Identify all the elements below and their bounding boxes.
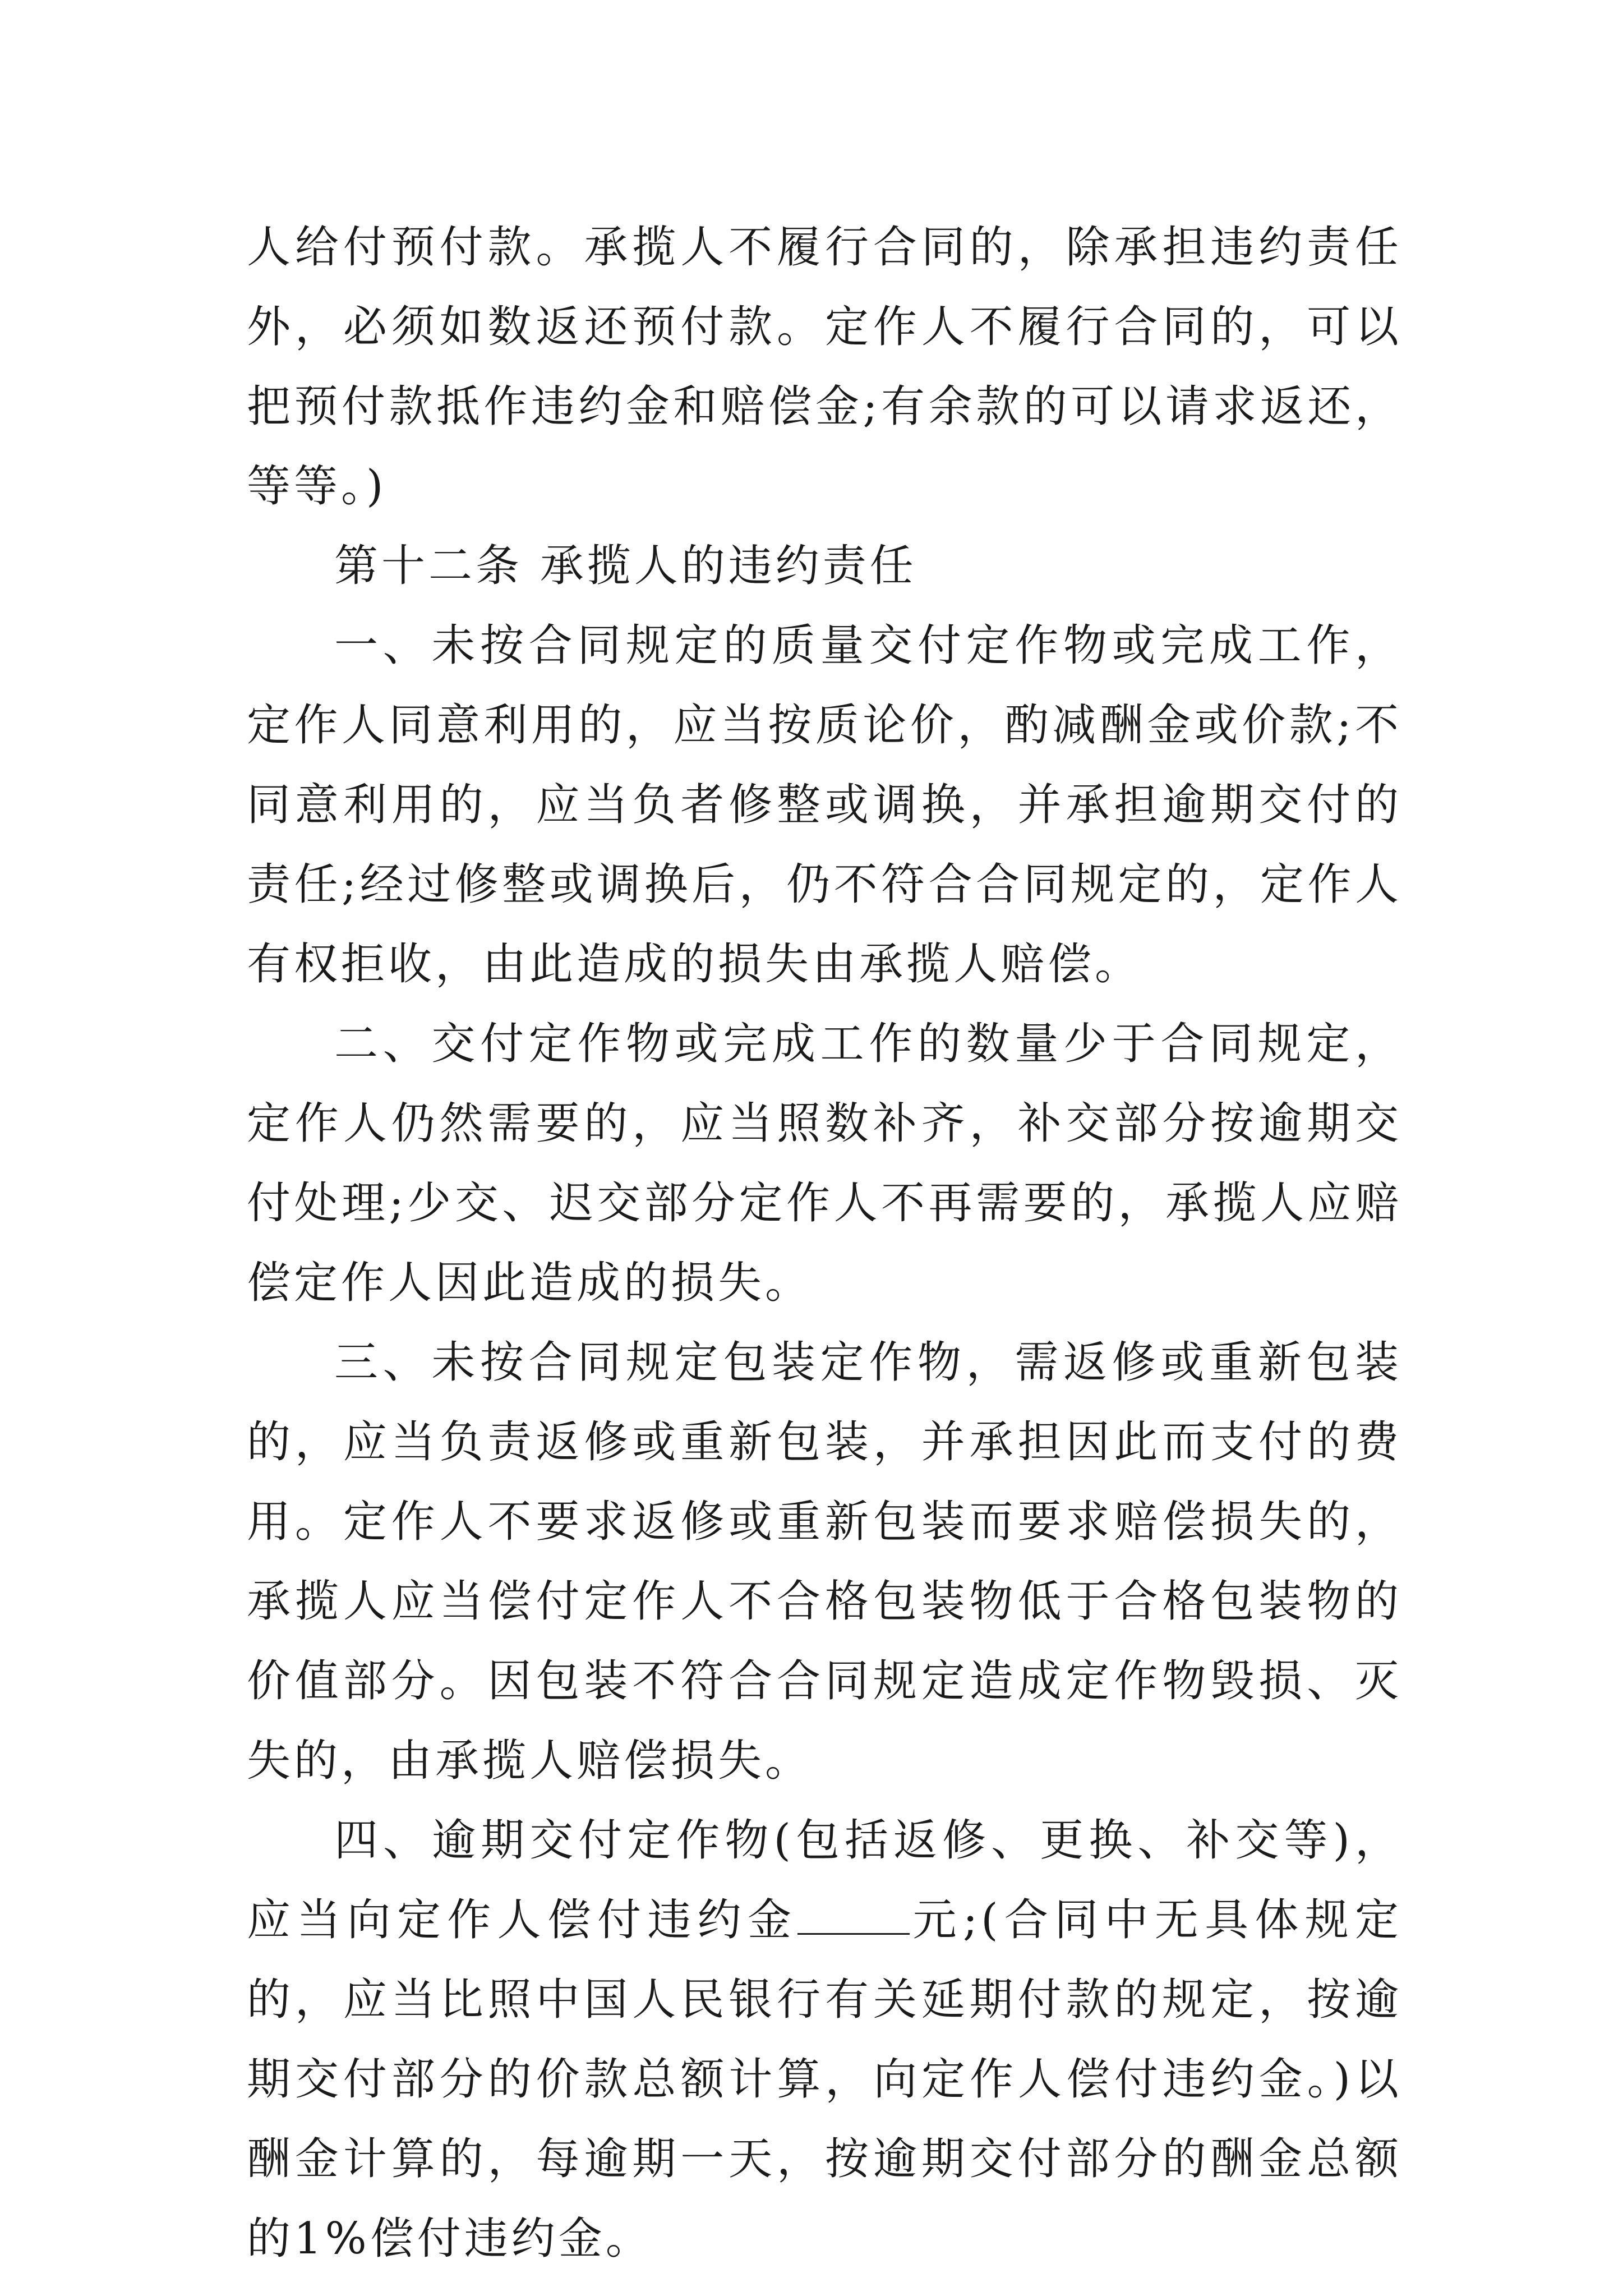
clause-one: 一、未按合同规定的质量交付定作物或完成工作，定作人同意利用的，应当按质论价，酌减酬金或价款;不同意利用的，应当负者修整或调换，并承担逾期交付的责任;经过修整或调换后，仍不符合合同规定的，定作人有权拒收，由此造成的损失由承揽人赔偿。	[247, 620, 1402, 990]
clause-three: 三、未按合同规定包装定作物，需返修或重新包装的，应当负责返修或重新包装，并承担因此而支付的费用。定作人不要求返修或重新包装而要求赔偿损失的，承揽人应当偿付定作人不合格包装物低于合格包装物的价值部分。因包装不符合合同规定造成定作物毁损、灭失的，由承揽人赔偿损失。	[247, 1337, 1402, 1786]
paragraph-continuation: 人给付预付款。承揽人不履行合同的，除承担违约责任外，必须如数返还预付款。定作人不履行合同的，可以把预付款抵作违约金和赔偿金;有余款的可以请求返还，等等。)	[247, 222, 1402, 512]
document-body	[247, 208, 1402, 2279]
clause-four-before-blank: 四、逾期交付定作物(包括返修、更换、补交等)，应当向定作人偿付违约金	[247, 1815, 1402, 1945]
clause-four	[247, 1801, 1402, 2279]
clause-four-after-blank: 元;(合同中无具体规定的，应当比照中国人民银行有关延期付款的规定，按逾期交付部分的价款总额计算，向定作人偿付违约金。)以酬金计算的，每逾期一天，按逾期交付部分的酬金总额的1%偿付违约金。	[247, 1895, 1402, 2264]
amount-blank-field[interactable]	[797, 1899, 910, 1935]
clause-two: 二、交付定作物或完成工作的数量少于合同规定，定作人仍然需要的，应当照数补齐，补交部分按逾期交付处理;少交、迟交部分定作人不再需要的，承揽人应赔偿定作人因此造成的损失。	[247, 1019, 1402, 1308]
article-heading: 第十二条 承揽人的违约责任	[334, 541, 917, 591]
